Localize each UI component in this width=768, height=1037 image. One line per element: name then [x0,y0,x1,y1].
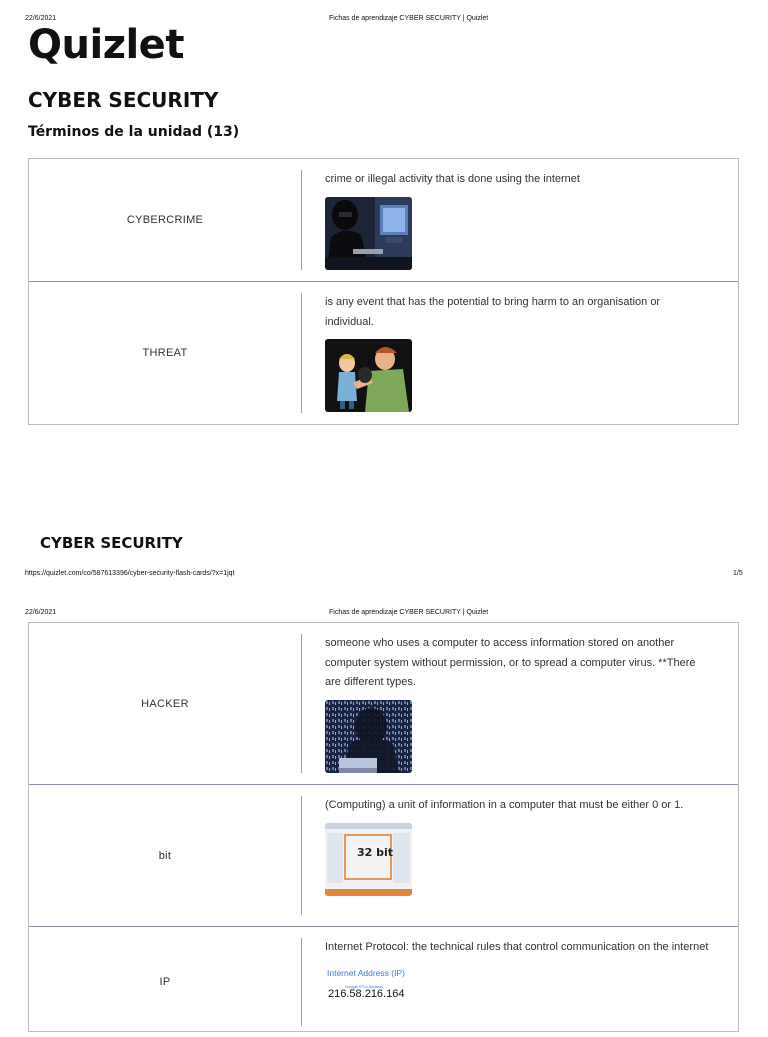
flashcard [29,785,738,927]
definition-text: Internet Protocol: the technical rules that control communication on the internet [325,941,709,953]
set-title: CYBER SECURITY [28,88,219,112]
flashcard [29,159,738,282]
bit-image-label: 32 bit [357,845,394,859]
flashcard [29,927,738,1037]
definition-text: is any event that has the potential to bring harm to an organisation or individual. [325,296,661,328]
ip-image-subtitle: Google IPV4 Address [345,983,384,989]
definition-text: someone who uses a computer to access information stored on another computer system without permission, or to spread a computer virus. **There are different types. [325,637,696,688]
definition-text: crime or illegal activity that is done using the internet [325,173,580,185]
flashcard [29,623,738,785]
ip-image-address: 216.58.216.164 [328,987,405,1000]
card-definition [325,293,710,412]
footer-set-title: CYBER SECURITY [40,534,183,552]
quizlet-logo[interactable]: Quizlet [28,22,184,68]
hacker-image[interactable] [325,700,412,773]
card-term: HACKER [141,697,189,710]
header-title: Fichas de aprendizaje CYBER SECURITY | Quizlet [329,609,489,616]
cybercrime-image[interactable] [325,197,412,270]
threat-image[interactable] [325,339,412,412]
card-divider [301,293,302,413]
definition-text: (Computing) a unit of information in a computer that must be either 0 or 1. [325,799,684,811]
card-term: IP [159,976,171,988]
ip-image-title: Internet Address (IP) [327,967,405,978]
card-definition [325,938,710,1004]
footer-page-number: 1/5 [733,570,743,577]
terms-heading: Términos de la unidad (13) [28,124,240,140]
footer-url[interactable]: https://quizlet.com/co/587613396/cyber-security-flash-cards/?x=1jqt [25,570,235,577]
card-divider [301,170,302,270]
card-term: CYBERCRIME [126,214,204,226]
flashcard [29,282,738,424]
card-divider [301,634,302,773]
bit-image[interactable] [325,823,412,896]
card-table [28,158,739,425]
card-definition [325,634,710,773]
header-date: 22/6/2021 [25,609,57,616]
card-divider [301,796,302,915]
header-title: Fichas de aprendizaje CYBER SECURITY | Quizlet [329,15,489,22]
card-term: THREAT [142,347,188,359]
card-definition [325,170,710,270]
ip-image[interactable] [325,964,412,1004]
card-table [28,622,739,1032]
header-date: 22/6/2021 [25,15,57,22]
card-term: bit [158,849,172,862]
card-divider [301,938,302,1026]
card-definition [325,796,710,896]
